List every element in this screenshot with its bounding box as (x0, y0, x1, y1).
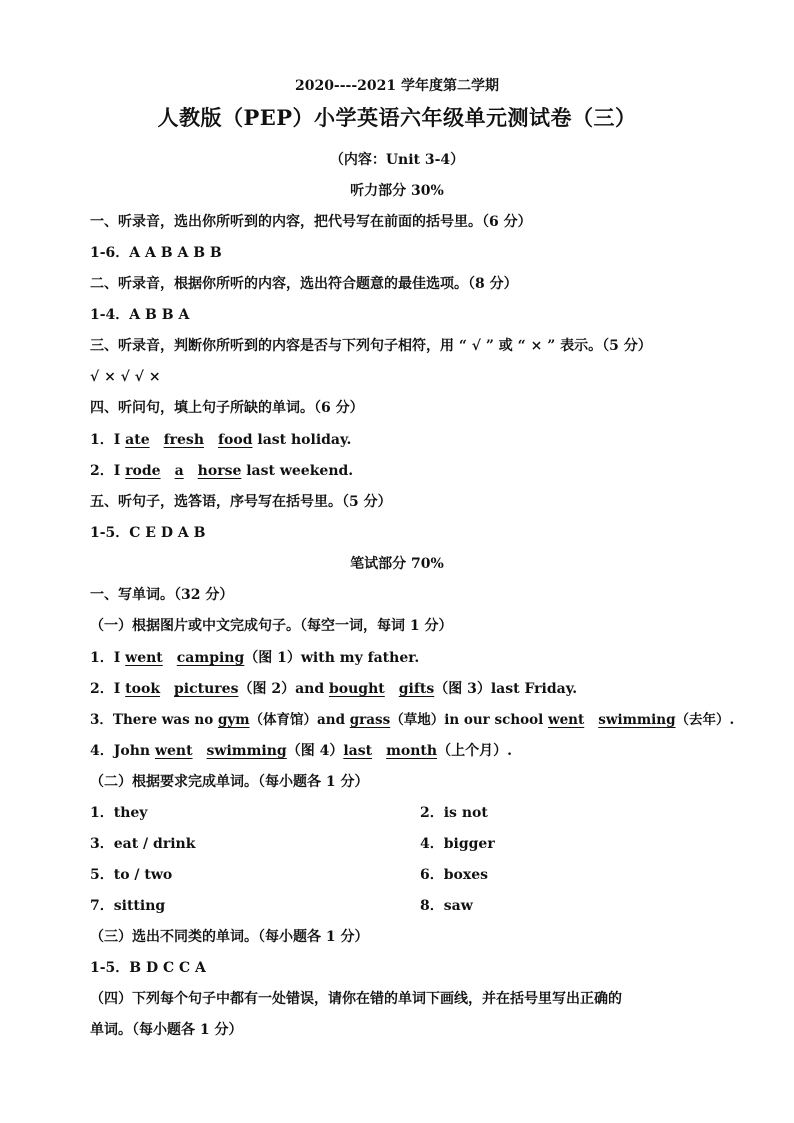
blank-answer: food (218, 432, 253, 448)
writing-sentence-4: 4．John went swimming（图 4）last month（上个月）. (90, 743, 512, 759)
listening-q1: 一、听录音，选出你所听到的内容，把代号写在前面的括号里。（6 分） (90, 214, 532, 230)
writing-sentence-2: 2．I took pictures（图 2）and bought gifts（图 3）last Friday. (90, 681, 578, 697)
listening-q2: 二、听录音，根据你所听的内容，选出符合题意的最佳选项。（8 分） (90, 276, 518, 292)
listening-q5: 五、听句子，选答语，序号写在括号里。（5 分） (90, 494, 392, 510)
writing-sub1: （一）根据图片或中文完成句子。（每空一词，每词 1 分） (90, 618, 453, 634)
writing-sentence-1: 1．I went camping（图 1）with my father. (90, 650, 420, 666)
blank-answer: ate (125, 432, 150, 448)
blank-answer: gym (217, 712, 250, 728)
answer-pair-left: 7．sitting (90, 898, 166, 914)
blank-answer: grass (349, 712, 391, 728)
listening-a5: 1-5．C E D A B (90, 525, 206, 541)
blank-answer: bought (329, 681, 385, 697)
writing-part1: 一、写单词。（32 分） (90, 587, 234, 603)
writing-sub3: （三）选出不同类的单词。（每小题各 1 分） (90, 929, 369, 945)
listening-sentence-1: 1．I ate fresh food last holiday. (90, 432, 352, 448)
page-subtitle: （内容：Unit 3-4） (329, 152, 465, 168)
writing-heading: 笔试部分 70% (350, 556, 444, 572)
writing-sub4: （四）下列每个句子中都有一处错误，请你在错的单词下画线，并在括号里写出正确的 (90, 991, 622, 1007)
listening-q3: 三、听录音，判断你所听到的内容是否与下列句子相符，用 “ √ ” 或 “ × ” 表示。（5 分） (90, 338, 652, 354)
school-year: 2020----2021 学年度第二学期 (294, 78, 500, 94)
blank-answer: went (547, 712, 585, 728)
answer-pair-left: 5．to / two (90, 867, 173, 883)
listening-a1: 1-6．A A B A B B (90, 245, 222, 261)
blank-answer: swimming (206, 743, 287, 759)
blank-answer: went (125, 650, 163, 666)
blank-answer: gifts (398, 681, 435, 697)
listening-a3: √ × √ √ × (90, 369, 161, 385)
blank-answer: month (386, 743, 438, 759)
blank-answer: last (343, 743, 373, 759)
answer-pair-right: 2．is not (420, 805, 488, 821)
answer-pair-left: 1．they (90, 805, 148, 821)
listening-heading: 听力部分 30% (350, 183, 444, 199)
blank-answer: fresh (163, 432, 204, 448)
blank-answer: swimming (598, 712, 676, 728)
blank-answer: took (125, 681, 161, 697)
listening-sentence-2: 2．I rode a horse last weekend. (90, 463, 354, 479)
writing-sub4-continued: 单词。（每小题各 1 分） (90, 1022, 243, 1038)
blank-answer: horse (197, 463, 242, 479)
listening-a2: 1-4．A B B A (90, 307, 190, 323)
listening-q4: 四、听问句，填上句子所缺的单词。（6 分） (90, 400, 364, 416)
blank-answer: a (174, 463, 184, 479)
answer-pair-right: 6．boxes (420, 867, 489, 883)
writing-a3: 1-5．B D C C A (90, 960, 206, 976)
blank-answer: rode (125, 463, 161, 479)
writing-sentence-3: 3．There was no gym（体育馆）and grass（草地）in our school went swimming（去年）. (90, 712, 735, 728)
answer-pair-right: 4．bigger (420, 836, 495, 852)
writing-sub2: （二）根据要求完成单词。（每小题各 1 分） (90, 774, 369, 790)
answer-pair-right: 8．saw (420, 898, 473, 914)
blank-answer: camping (176, 650, 245, 666)
answer-pair-left: 3．eat / drink (90, 836, 196, 852)
page-title: 人教版（PEP）小学英语六年级单元测试卷（三） (157, 105, 637, 130)
blank-answer: pictures (174, 681, 239, 697)
blank-answer: went (154, 743, 193, 759)
